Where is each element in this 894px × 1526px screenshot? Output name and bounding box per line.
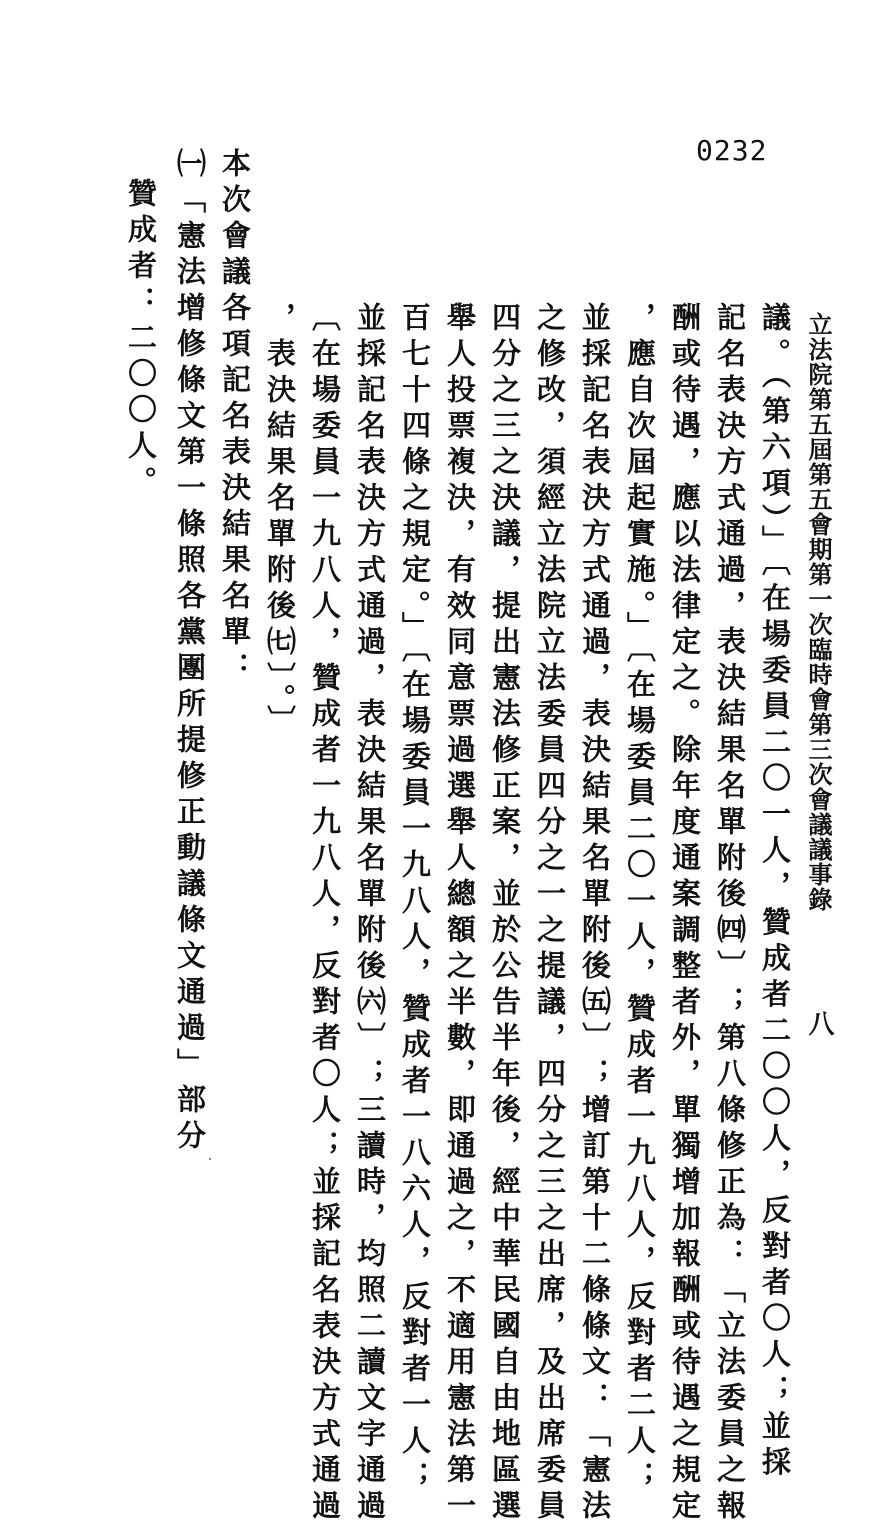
body-line-7: 四分之三之決議，提出憲法修正案，並於公告半年後，經中華民國自由地區選 — [488, 302, 522, 1526]
folio-number: 八 — [804, 1010, 834, 1036]
body-line-5: 並採記名表決方式通過，表決結果名單附後㈤〕；增訂第十二條條文：「憲法 — [578, 302, 612, 1526]
body-line-14: ㈠「憲法增修條文第一條照各黨團所提修正動議條文通過」部分 — [173, 148, 207, 1156]
body-line-13: 本次會議各項記名表決結果名單： — [218, 148, 252, 688]
body-line-10: 並採記名表決方式通過，表決結果名單附後㈥〕；三讀時，均照二讀文字通過 — [353, 302, 387, 1526]
running-header: 立法院第五屆第五會期第一次臨時會第三次會議議事錄 — [804, 312, 833, 912]
body-line-6: 之修改，須經立法院立法委員四分之一之提議，四分之三之出席，及出席委員 — [533, 302, 567, 1526]
body-line-2: 記名表決方式通過，表決結果名單附後㈣〕；第八條修正為：「立法委員之報 — [713, 302, 747, 1526]
body-line-15: 贊成者：二〇〇人。 — [124, 178, 158, 502]
body-line-8: 舉人投票複決，有效同意票過選舉人總額之半數，即通過之，不適用憲法第一 — [443, 302, 477, 1526]
body-line-4: ，應自次屆起實施。」〔在場委員二〇一人，贊成者一九八人，反對者二人； — [623, 302, 657, 1497]
body-line-9: 百七十四條之規定。」〔在場委員一九八人，贊成者一八六人，反對者一人； — [398, 302, 432, 1497]
body-line-3: 酬或待遇，應以法律定之。除年度通案調整者外，單獨增加報酬或待遇之規定 — [668, 302, 702, 1526]
body-line-11: 〔在場委員一九八人，贊成者一九八人，反對者〇人；並採記名表決方式通過 — [308, 302, 342, 1526]
body-line-12: ，表決結果名單附後㈦〕。〕 — [263, 302, 297, 741]
body-line-1: 議。（第六項）」〔在場委員二〇一人，贊成者二〇〇人，反對者〇人；並採 — [758, 302, 792, 1483]
scan-speck — [209, 1158, 211, 1160]
page-number: 0232 — [696, 134, 768, 167]
